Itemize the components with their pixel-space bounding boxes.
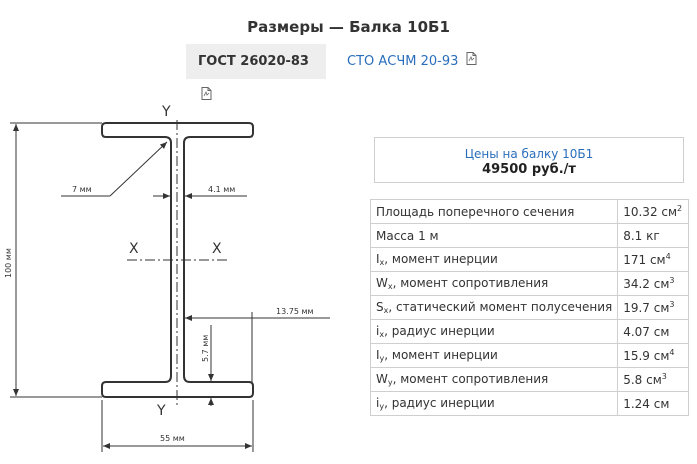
- spec-value: [618, 320, 689, 344]
- tab-gost-26020-83[interactable]: [186, 44, 326, 79]
- price-value: 49500 руб./т: [482, 162, 576, 177]
- spec-symbol: W: [376, 276, 388, 290]
- spec-label: [371, 344, 618, 368]
- spec-label-text: , момент сопротивления: [392, 276, 549, 290]
- spec-value-text: 34.2 см: [623, 277, 670, 291]
- tab-sto-aschm-20-93[interactable]: [347, 44, 477, 79]
- spec-value-text: 4.07 см: [623, 324, 670, 339]
- table-row: [371, 320, 689, 344]
- spec-label: [371, 392, 618, 416]
- spec-symbol: I: [376, 348, 380, 362]
- spec-value: [618, 272, 689, 296]
- spec-label-text: , статический момент полусечения: [388, 300, 613, 314]
- spec-label: [371, 320, 618, 344]
- spec-superscript: 3: [661, 372, 667, 381]
- spec-subscript: x: [379, 330, 385, 339]
- spec-subscript: y: [379, 402, 385, 411]
- table-row: [371, 344, 689, 368]
- spec-value: [618, 224, 689, 248]
- radius-label: 7 мм: [72, 185, 92, 194]
- pdf-icon[interactable]: [466, 44, 477, 79]
- table-row: [371, 392, 689, 416]
- spec-symbol: i: [376, 324, 380, 338]
- spec-superscript: 4: [669, 348, 675, 357]
- price-box: [374, 137, 684, 183]
- spec-label: [371, 200, 618, 224]
- spec-value: [618, 344, 689, 368]
- spec-value-text: 8.1 кг: [623, 228, 660, 243]
- spec-symbol: W: [376, 372, 388, 386]
- half-flange-label: 13.75 мм: [276, 307, 314, 316]
- page-title: Размеры — Балка 10Б1: [247, 18, 450, 36]
- axis-y-top-label: Y: [162, 104, 171, 120]
- spec-subscript: x: [387, 282, 393, 291]
- spec-value: [618, 200, 689, 224]
- axis-y-bottom-label: Y: [157, 403, 166, 419]
- spec-label-text: , радиус инерции: [384, 324, 495, 338]
- spec-label: [371, 296, 618, 320]
- spec-value: [618, 248, 689, 272]
- table-row: [371, 200, 689, 224]
- flange-thickness-label: 5.7 мм: [201, 334, 210, 362]
- spec-value: [618, 368, 689, 392]
- table-row: [371, 368, 689, 392]
- spec-subscript: y: [387, 378, 393, 387]
- spec-superscript: 3: [669, 276, 675, 285]
- price-link[interactable]: Цены на балку 10Б1: [464, 147, 594, 161]
- spec-value: [618, 392, 689, 416]
- tab-label: СТО АСЧМ 20-93: [347, 54, 459, 69]
- spec-superscript: 4: [665, 252, 671, 261]
- spec-symbol: S: [376, 300, 384, 314]
- spec-label-text: , радиус инерции: [384, 396, 495, 410]
- spec-value-text: 10.32 см: [623, 205, 678, 219]
- spec-value-text: 5.8 см: [623, 373, 662, 387]
- width-label: 55 мм: [160, 434, 185, 443]
- table-row: [371, 248, 689, 272]
- spec-value-text: 15.9 см: [623, 349, 670, 363]
- spec-label-text: , момент сопротивления: [392, 372, 549, 386]
- spec-superscript: 3: [669, 300, 675, 309]
- spec-subscript: x: [383, 306, 389, 315]
- axis-x-right-label: X: [212, 241, 222, 257]
- height-label: 100 мм: [4, 248, 13, 278]
- spec-label-text: Площадь поперечного сечения: [376, 204, 575, 219]
- spec-subscript: y: [379, 354, 385, 363]
- web-thickness-label: 4.1 мм: [208, 185, 236, 194]
- specs-table: [370, 199, 689, 416]
- table-row: [371, 272, 689, 296]
- spec-label-text: , момент инерции: [384, 348, 498, 362]
- spec-subscript: x: [379, 258, 385, 267]
- spec-superscript: 2: [677, 204, 683, 213]
- spec-label-text: , момент инерции: [384, 252, 498, 266]
- beam-section-drawing: [0, 96, 360, 464]
- spec-symbol: i: [376, 396, 380, 410]
- spec-symbol: I: [376, 252, 380, 266]
- table-row: [371, 296, 689, 320]
- axis-x-left-label: X: [129, 241, 139, 257]
- spec-label: [371, 272, 618, 296]
- spec-value-text: 1.24 см: [623, 396, 670, 411]
- tab-label: ГОСТ 26020-83: [198, 54, 309, 69]
- spec-label: [371, 224, 618, 248]
- spec-value-text: 171 см: [623, 253, 666, 267]
- spec-label-text: Масса 1 м: [376, 228, 439, 243]
- spec-label: [371, 248, 618, 272]
- spec-value-text: 19.7 см: [623, 301, 670, 315]
- table-row: [371, 224, 689, 248]
- spec-label: [371, 368, 618, 392]
- spec-value: [618, 296, 689, 320]
